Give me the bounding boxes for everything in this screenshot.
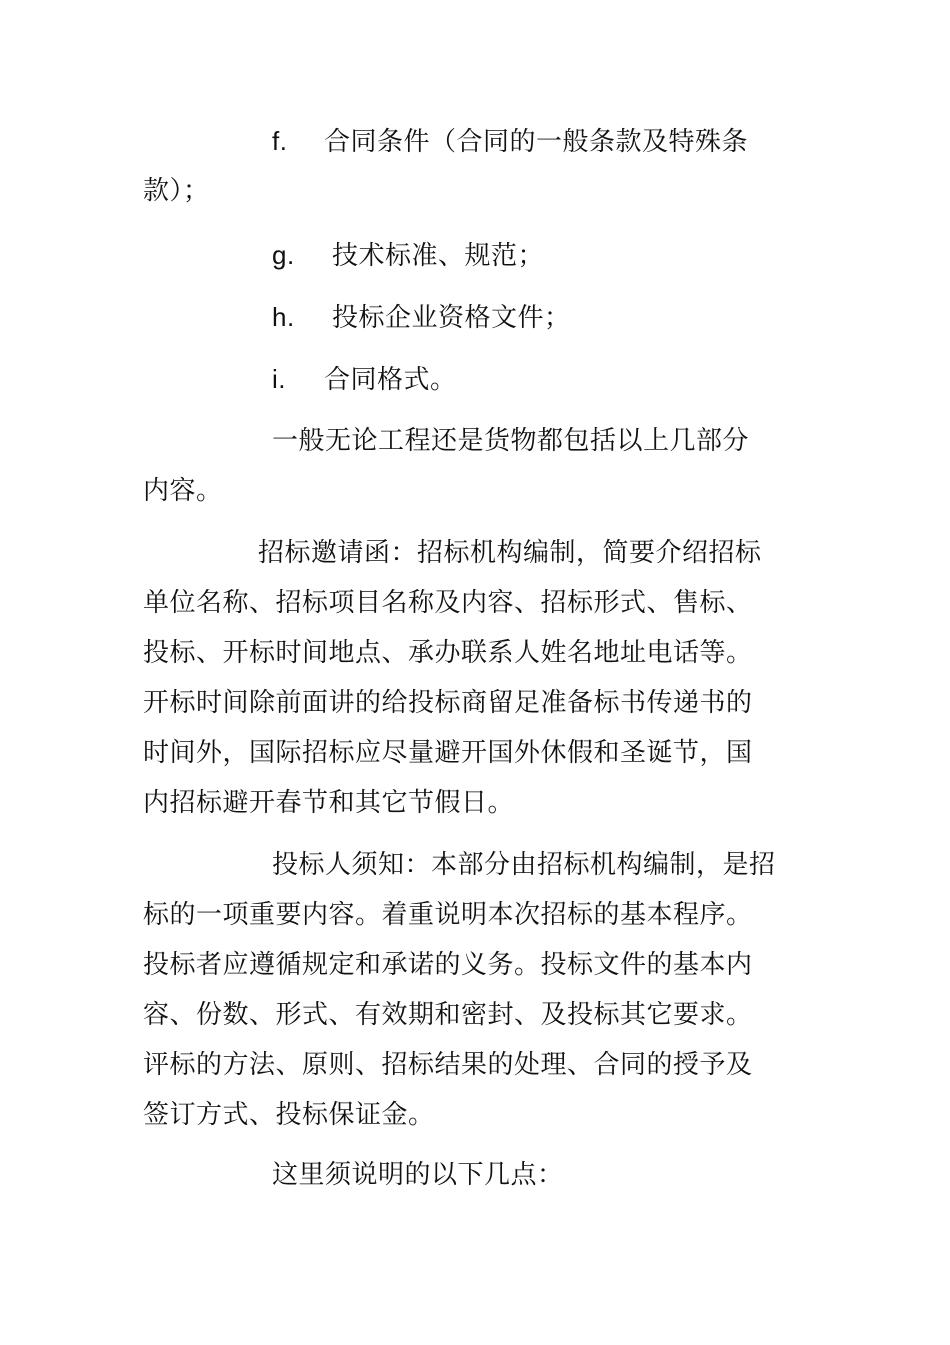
paragraph-line: 投标、开标时间地点、承办联系人姓名地址电话等。 xyxy=(143,638,753,668)
list-item-h xyxy=(272,300,571,335)
list-text: 合同格式。 xyxy=(324,365,457,395)
paragraph-line: 投标人须知：本部分由招标机构编制，是招 xyxy=(272,850,776,880)
paragraph-line: 内招标避开春节和其它节假日。 xyxy=(143,788,515,818)
list-text: 投标企业资格文件； xyxy=(332,303,571,333)
paragraph-line: 签订方式、投标保证金。 xyxy=(143,1100,435,1130)
paragraph-line: 时间外，国际招标应尽量避开国外休假和圣诞节，国 xyxy=(143,738,753,768)
paragraph-line: 评标的方法、原则、招标结果的处理、合同的授予及 xyxy=(143,1050,753,1080)
list-item-f-continuation: 款）； xyxy=(143,176,210,206)
list-item-f xyxy=(272,124,748,159)
paragraph-line: 标的一项重要内容。着重说明本次招标的基本程序。 xyxy=(143,900,753,930)
paragraph-line: 招标邀请函：招标机构编制，简要介绍招标 xyxy=(258,538,762,568)
list-marker: i. xyxy=(272,364,286,394)
paragraph-line: 内容。 xyxy=(143,476,223,506)
list-text: 合同条件（合同的一般条款及特殊条 xyxy=(324,127,749,157)
list-item-g xyxy=(272,238,544,273)
paragraph-line: 投标者应遵循规定和承诺的义务。投标文件的基本内 xyxy=(143,950,753,980)
paragraph-line: 这里须说明的以下几点： xyxy=(272,1160,564,1190)
list-marker: h. xyxy=(272,302,295,332)
list-item-i xyxy=(272,362,457,397)
paragraph-line: 一般无论工程还是货物都包括以上几部分 xyxy=(272,426,750,456)
paragraph-line: 容、份数、形式、有效期和密封、及投标其它要求。 xyxy=(143,1000,753,1030)
list-marker: g. xyxy=(272,240,295,270)
paragraph-line: 开标时间除前面讲的给投标商留足准备标书传递书的 xyxy=(143,688,753,718)
list-text: 技术标准、规范； xyxy=(332,241,545,271)
list-marker: f. xyxy=(272,126,288,156)
paragraph-line: 单位名称、招标项目名称及内容、招标形式、售标、 xyxy=(143,588,753,618)
